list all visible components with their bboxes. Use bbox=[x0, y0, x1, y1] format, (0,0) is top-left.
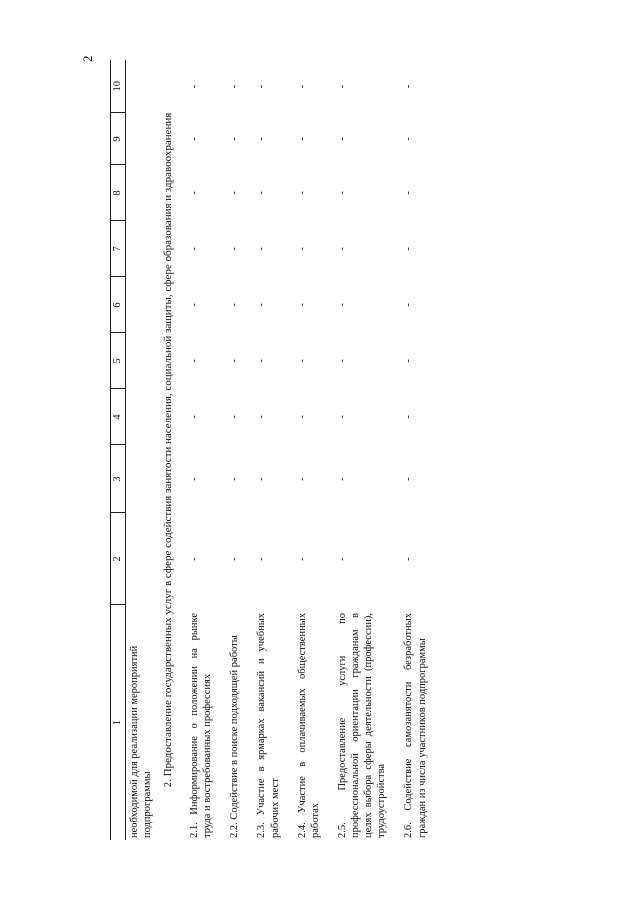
row-name: 2.1. Информирование о положении на рынке труда и востребованных профессиях bbox=[189, 613, 214, 838]
row-name: 2.4. Участие в оплачиваемых общественных работах bbox=[296, 613, 321, 838]
program-table bbox=[110, 60, 437, 840]
row-value: - bbox=[296, 137, 308, 141]
row-value: - bbox=[336, 477, 348, 481]
row-value: - bbox=[256, 84, 268, 89]
col-header: 3 bbox=[111, 445, 126, 513]
row-value: - bbox=[256, 557, 268, 561]
row-value: - bbox=[296, 557, 308, 561]
row-value: - bbox=[256, 477, 268, 481]
lead-row bbox=[126, 60, 155, 840]
col-header: 4 bbox=[111, 389, 126, 445]
row-value: - bbox=[296, 415, 308, 419]
row-value: - bbox=[336, 191, 348, 195]
row-value: - bbox=[403, 191, 415, 195]
row-value: - bbox=[189, 84, 200, 89]
column-number-header bbox=[111, 60, 126, 840]
row-value: - bbox=[403, 137, 415, 141]
row-value: - bbox=[229, 84, 241, 89]
rotated-table-sheet bbox=[110, 60, 530, 840]
row-value: - bbox=[256, 303, 268, 307]
row-value: - bbox=[336, 247, 348, 251]
row-value: - bbox=[336, 303, 348, 307]
lead-text: необходимой для реализации мероприятий подпрограммы bbox=[129, 645, 154, 838]
row-value: - bbox=[403, 477, 415, 481]
section-title: 2. Предоставление государственных услуг в сфере содействия занятости населения, социальной защиты, сфере образования и здравоохранения bbox=[162, 112, 175, 788]
col-header: 8 bbox=[111, 165, 126, 221]
table-row bbox=[290, 60, 330, 840]
row-name: 2.2. Содействие в поиске подходящей работы bbox=[229, 635, 241, 838]
col-header: 2 bbox=[111, 513, 126, 605]
row-name: 2.3. Участие в ярмарках вакансий и учебных рабочих мест bbox=[256, 613, 281, 838]
row-value: - bbox=[229, 303, 241, 307]
row-name: 2.5. Предоставление услуги по профессиональной ориентации гражданам в целях выбора сферы деятельности (профессии), трудоустройства bbox=[336, 613, 388, 838]
col-header: 5 bbox=[111, 333, 126, 389]
row-value: - bbox=[256, 359, 268, 363]
col-header: 9 bbox=[111, 113, 126, 165]
col-header: 10 bbox=[111, 60, 126, 113]
row-value: - bbox=[256, 137, 268, 141]
row-value: - bbox=[229, 477, 241, 481]
col-header: 6 bbox=[111, 277, 126, 333]
row-value: - bbox=[336, 84, 348, 89]
row-value: - bbox=[229, 557, 241, 561]
row-value: - bbox=[229, 191, 241, 195]
row-value: - bbox=[296, 84, 308, 89]
row-value: - bbox=[189, 191, 200, 195]
row-value: - bbox=[336, 557, 348, 561]
table-row bbox=[222, 60, 249, 840]
row-value: - bbox=[403, 84, 415, 89]
table-row bbox=[330, 60, 397, 840]
row-value: - bbox=[296, 247, 308, 251]
row-value: - bbox=[189, 477, 200, 481]
row-value: - bbox=[336, 415, 348, 419]
col-header: 1 bbox=[111, 605, 126, 840]
row-value: - bbox=[336, 359, 348, 363]
table-row bbox=[249, 60, 289, 840]
row-value: - bbox=[189, 303, 200, 307]
row-value: - bbox=[229, 359, 241, 363]
col-header: 7 bbox=[111, 221, 126, 277]
row-value: - bbox=[189, 359, 200, 363]
table-row bbox=[182, 60, 222, 840]
row-value: - bbox=[229, 247, 241, 251]
row-value: - bbox=[229, 137, 241, 141]
row-value: - bbox=[403, 247, 415, 251]
row-value: - bbox=[296, 303, 308, 307]
row-value: - bbox=[256, 247, 268, 251]
row-name: 2.6. Содействие самозанятости безработных граждан из числа участников подпрограммы bbox=[403, 613, 428, 838]
row-value: - bbox=[296, 477, 308, 481]
row-value: - bbox=[403, 415, 415, 419]
table-row bbox=[396, 60, 436, 840]
row-value: - bbox=[189, 247, 200, 251]
row-value: - bbox=[256, 191, 268, 195]
page-number: 2 bbox=[80, 55, 95, 62]
row-value: - bbox=[189, 557, 200, 561]
row-value: - bbox=[296, 191, 308, 195]
row-value: - bbox=[189, 415, 200, 419]
row-value: - bbox=[336, 137, 348, 141]
row-value: - bbox=[296, 359, 308, 363]
row-value: - bbox=[229, 415, 241, 419]
row-value: - bbox=[403, 303, 415, 307]
row-value: - bbox=[189, 137, 200, 141]
row-value: - bbox=[256, 415, 268, 419]
row-value: - bbox=[403, 557, 415, 561]
row-value: - bbox=[403, 359, 415, 363]
section-row bbox=[154, 60, 182, 840]
